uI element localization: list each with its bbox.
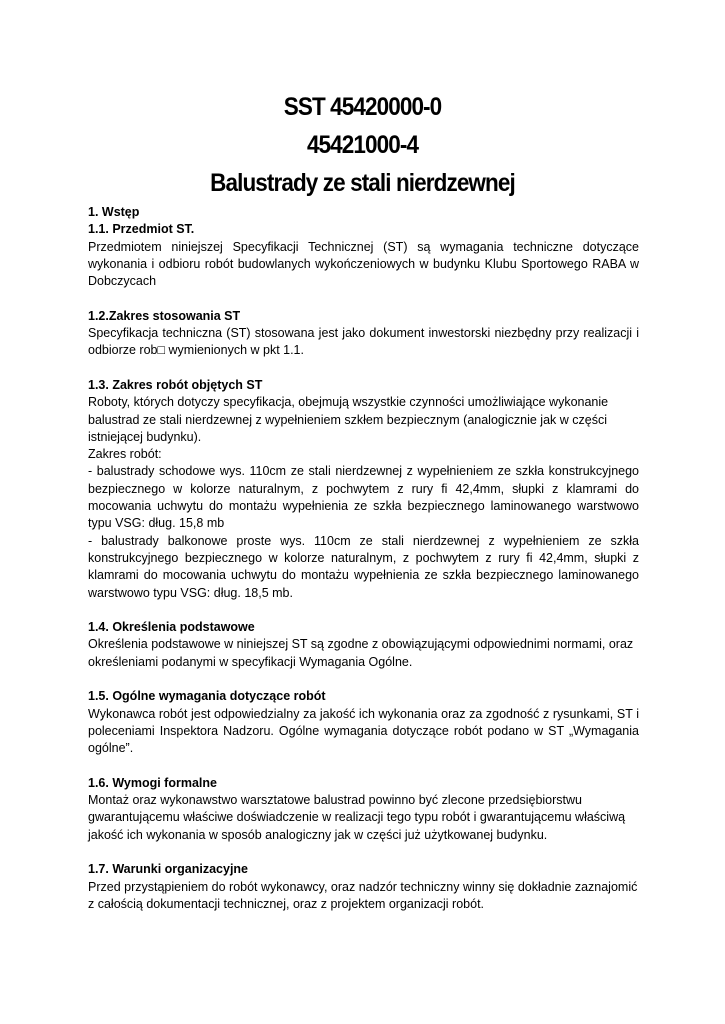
section-heading-1-7: 1.7. Warunki organizacyjne (88, 862, 249, 877)
title-code-sst: SST 45420000-0 (283, 93, 442, 121)
section-text-1-3: Roboty, których dotyczy specyfikacja, obejmują wszystkie czynności umożliwiające wykonanie balustrad ze stali nierdzewnej z wypełnieniem szkłem bezpiecznym (analogicznie jak w części istniejącej budynku). (88, 395, 609, 444)
section-heading-1-1: 1.1. Przedmiot ST. (88, 222, 195, 237)
spacer (88, 758, 639, 775)
spacer (88, 844, 639, 861)
spacer (88, 360, 639, 377)
section-heading-1-3: 1.3. Zakres robót objętych ST (88, 377, 263, 392)
section-text-1-6: Montaż oraz wykonawstwo warsztatowe balustrad powinno być zlecone przedsiębiorstwu gwarantującemu właściwe doświadczenie w realizacji tego typu robót i gwarantującemu właściwą jakość ich wykonania w sposób analogiczny jak w części już użytkowanej budynku. (88, 793, 626, 842)
section-heading-1-5: 1.5. Ogólne wymagania dotyczące robót (88, 689, 326, 704)
section-text-1-1: Przedmiotem niniejszej Specyfikacji Technicznej (ST) są wymagania techniczne dotyczące wykonania i odbioru robót budowlanych wykończeniowych w budynku Klubu Sportowego RABA w Dobczycach (88, 239, 639, 289)
document-body (88, 204, 639, 913)
spacer (88, 671, 639, 688)
title-block (0, 88, 725, 202)
spacer (88, 602, 639, 619)
section-heading-1-4: 1.4. Określenia podstawowe (88, 620, 255, 635)
section-heading-1: 1. Wstęp (88, 205, 140, 219)
scope-label: Zakres robót: (88, 447, 162, 462)
section-text-1-4: Określenia podstawowe w niniejszej ST są zgodne z obowiązującymi odpowiednimi normami, oraz określeniami podanymi w specyfikacji Wymagania Ogólne. (88, 637, 634, 669)
document-title: Balustrady ze stali nierdzewnej (210, 169, 515, 197)
section-heading-1-2: 1.2.Zakres stosowania ST (88, 308, 241, 323)
section-text-1-7: Przed przystąpieniem do robót wykonawcy, oraz nadzór techniczny winny się dokładnie zaznajomić z całością dokumentacji technicznej, oraz z projektem organizacji robót. (88, 879, 638, 911)
section-text-1-5: Wykonawca robót jest odpowiedzialny za jakość ich wykonania oraz za zgodność z rysunkami, ST i poleceniami Inspektora Nadzoru. Ogólne wymagania dotyczące robót podano w ST „Wymagania ogólne”. (88, 706, 639, 756)
scope-item-balcony-balustrades: - balustrady balkonowe proste wys. 110cm ze stali nierdzewnej z wypełnieniem ze szkła konstrukcyjnego bezpiecznego w kolorze naturalnym, z pochwytem z rury fi 42,4mm, słupki z klamrami do mocowania uchwytu do montażu wypełnienia ze szkła bezpiecznego laminowanego warstwowo typu VSG: dług. 18,5 mb. (88, 533, 639, 600)
section-heading-1-6: 1.6. Wymogi formalne (88, 775, 217, 790)
scope-item-stair-balustrades: - balustrady schodowe wys. 110cm ze stali nierdzewnej z wypełnieniem ze szkła konstrukcyjnego bezpiecznego w kolorze naturalnym, z pochwytem z rury fi 42,4mm, słupki z klamrami do mocowania uchwytu do montażu wypełnienia ze szkła bezpiecznego laminowanego warstwowo typu VSG: dług. 15,8 mb (88, 464, 639, 531)
title-code-cpv: 45421000-4 (306, 131, 419, 159)
spacer (88, 290, 639, 307)
section-text-1-2: Specyfikacja techniczna (ST) stosowana jest jako dokument inwestorski niezbędny przy realizacji i odbiorze rob□ wymienionych w pkt 1.1. (88, 326, 639, 358)
